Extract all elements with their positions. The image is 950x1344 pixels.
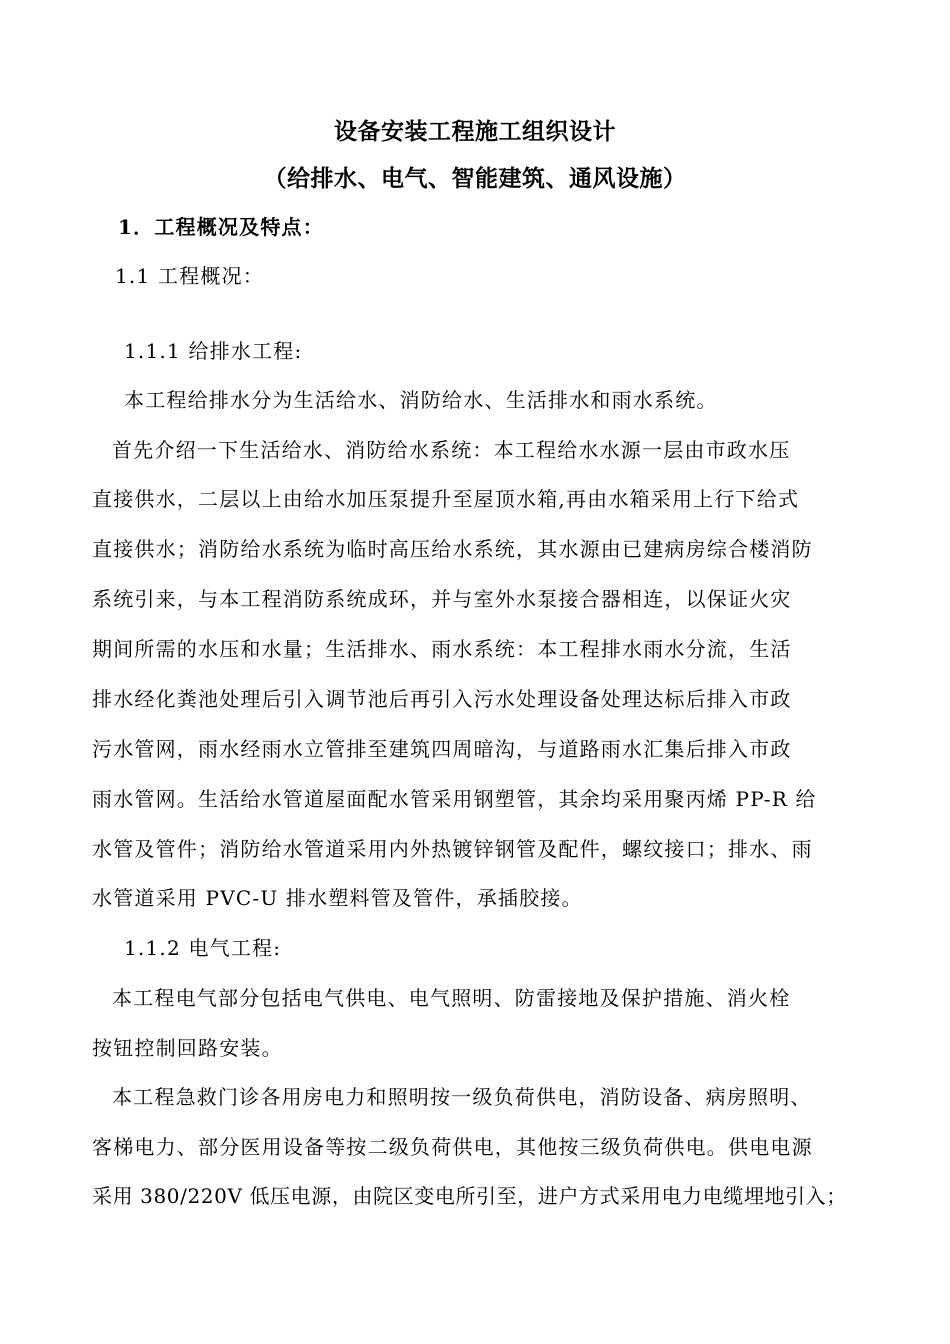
paragraph-water-line: 排水经化粪池处理后引入调节池后再引入污水处理设备处理达标后排入市政 <box>92 687 792 711</box>
paragraph-water-line: 系统引来，与本工程消防系统成环，并与室外水泵接合器相连，以保证火灾 <box>92 587 792 611</box>
document-subtitle: （给排水、电气、智能建筑、通风设施） <box>263 165 687 192</box>
paragraph-water-line: 雨水管网。生活给水管道屋面配水管采用钢塑管，其余均采用聚丙烯 PP-R 给 <box>92 787 817 811</box>
section-1-1-2-heading: 1.1.2 电气工程: <box>124 936 282 960</box>
section-1-heading: 1．工程概况及特点： <box>118 215 324 239</box>
paragraph-electrical-line: 按钮控制回路安装。 <box>92 1036 283 1060</box>
paragraph-water-systems-intro: 本工程给排水分为生活给水、消防给水、生活排水和雨水系统。 <box>124 388 718 412</box>
paragraph-water-line: 污水管网，雨水经雨水立管排至建筑四周暗沟，与道路雨水汇集后排入市政 <box>92 737 792 761</box>
paragraph-water-line: 直接供水，二层以上由给水加压泵提升至屋顶水箱,再由水箱采用上行下给式 <box>92 487 800 511</box>
paragraph-power-line: 客梯电力、部分医用设备等按二级负荷供电，其他按三级负荷供电。供电电源 <box>92 1135 813 1159</box>
paragraph-power-line: 采用 380/220V 低压电源，由院区变电所引至，进户方式采用电力电缆埋地引入； <box>92 1184 847 1208</box>
section-1-1-heading: 1.1 工程概况： <box>115 264 264 288</box>
section-1-1-1-heading: 1.1.1 给排水工程: <box>124 339 303 363</box>
paragraph-electrical-line: 本工程电气部分包括电气供电、电气照明、防雷接地及保护措施、消火栓 <box>112 986 791 1010</box>
paragraph-power-line: 本工程急救门诊各用房电力和照明按一级负荷供电，消防设备、病房照明、 <box>112 1085 812 1109</box>
paragraph-water-line: 水管道采用 PVC-U 排水塑料管及管件，承插胶接。 <box>92 886 583 910</box>
paragraph-water-line: 直接供水；消防给水系统为临时高压给水系统，其水源由已建病房综合楼消防 <box>92 537 813 561</box>
paragraph-water-line: 期间所需的水压和水量；生活排水、雨水系统：本工程排水雨水分流，生活 <box>92 637 792 661</box>
paragraph-water-line: 水管及管件；消防给水管道采用内外热镀锌钢管及配件，螺纹接口；排水、雨 <box>92 837 813 861</box>
document-title: 设备安装工程施工组织设计 <box>334 118 616 145</box>
paragraph-water-line: 首先介绍一下生活给水、消防给水系统：本工程给水水源一层由市政水压 <box>112 438 791 462</box>
